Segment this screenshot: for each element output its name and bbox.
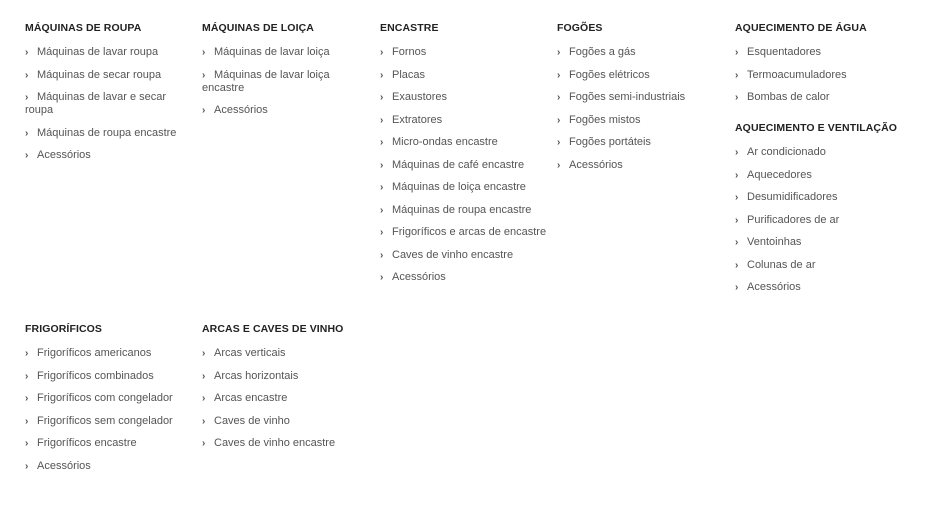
menu-item[interactable] [735, 169, 915, 182]
chevron-right-icon: › [25, 348, 29, 359]
chevron-right-icon: › [380, 92, 384, 103]
chevron-right-icon: › [735, 237, 739, 248]
menu-link[interactable]: Máquinas de lavar loiça encastre [202, 68, 330, 94]
menu-link[interactable]: Máquinas de roupa encastre [37, 126, 177, 139]
menu-item[interactable] [380, 114, 550, 127]
menu-item[interactable] [735, 281, 915, 294]
chevron-right-icon: › [202, 370, 206, 382]
menu-item[interactable] [735, 91, 915, 104]
menu-list [202, 46, 372, 117]
chevron-right-icon: › [202, 105, 206, 116]
menu-item[interactable] [380, 46, 550, 59]
menu-link[interactable]: Fogões elétricos [569, 68, 650, 81]
menu-link[interactable]: Ventoinhas [747, 236, 802, 248]
chevron-right-icon: › [380, 69, 384, 81]
menu-link[interactable]: Fogões a gás [569, 46, 636, 58]
menu-item[interactable] [25, 91, 195, 117]
menu-item[interactable] [735, 259, 915, 272]
chevron-right-icon: › [202, 393, 206, 404]
menu-list [380, 46, 550, 284]
chevron-right-icon: › [380, 47, 384, 58]
menu-column-aquecimento [735, 22, 915, 304]
menu-link[interactable]: Placas [392, 68, 426, 81]
menu-list [557, 46, 727, 172]
menu-link[interactable]: Micro-ondas encastre [392, 136, 498, 148]
menu-list [25, 46, 195, 162]
menu-item[interactable] [25, 347, 195, 360]
menu-item[interactable] [25, 127, 195, 140]
chevron-right-icon: › [380, 204, 384, 216]
menu-link[interactable]: Máquinas de café encastre [392, 158, 525, 171]
menu-column-fogoes [557, 22, 727, 181]
menu-heading[interactable]: FOGÕES [557, 22, 603, 34]
menu-link[interactable]: Frigoríficos encastre [37, 437, 137, 449]
menu-item[interactable] [735, 69, 915, 82]
chevron-right-icon: › [735, 192, 739, 203]
menu-item[interactable] [735, 214, 915, 227]
menu-item[interactable] [735, 146, 915, 159]
menu-link[interactable]: Extratores [392, 113, 443, 126]
menu-link[interactable]: Colunas de ar [747, 258, 816, 271]
menu-link[interactable]: Máquinas de secar roupa [37, 68, 162, 81]
chevron-right-icon: › [202, 415, 206, 427]
menu-item[interactable] [380, 69, 550, 82]
menu-link[interactable]: Esquentadores [747, 46, 821, 58]
menu-heading[interactable]: ARCAS E CAVES DE VINHO [202, 323, 344, 335]
menu-item[interactable] [25, 460, 195, 473]
menu-link[interactable]: Purificadores de ar [747, 213, 840, 226]
menu-item[interactable] [25, 415, 195, 428]
menu-heading[interactable]: MÁQUINAS DE ROUPA [25, 22, 142, 34]
menu-item[interactable] [735, 236, 915, 249]
chevron-right-icon: › [25, 438, 29, 449]
menu-link[interactable]: Máquinas de lavar loiça [214, 46, 330, 58]
chevron-right-icon: › [735, 282, 739, 293]
menu-link[interactable]: Acessórios [37, 149, 91, 161]
chevron-right-icon: › [557, 114, 561, 126]
menu-item[interactable] [557, 159, 727, 172]
menu-item[interactable] [25, 149, 195, 162]
menu-item[interactable] [25, 437, 195, 450]
chevron-right-icon: › [557, 137, 561, 148]
chevron-right-icon: › [380, 272, 384, 283]
menu-link[interactable]: Frigoríficos sem congelador [37, 414, 173, 427]
menu-item[interactable] [380, 249, 550, 262]
menu-item[interactable] [202, 392, 372, 405]
menu-link[interactable]: Termoacumuladores [747, 68, 847, 81]
menu-link[interactable]: Arcas encastre [214, 392, 288, 404]
menu-item[interactable] [202, 104, 372, 117]
menu-item[interactable] [380, 91, 550, 104]
chevron-right-icon: › [735, 69, 739, 81]
menu-link[interactable]: Máquinas de loiça encastre [392, 181, 526, 193]
chevron-right-icon: › [380, 137, 384, 148]
menu-link[interactable]: Fogões mistos [569, 113, 641, 126]
menu-column-frigorificos [25, 323, 195, 482]
menu-link[interactable]: Acessórios [747, 281, 801, 293]
menu-item[interactable] [380, 136, 550, 149]
menu-link[interactable]: Caves de vinho encastre [214, 437, 336, 449]
chevron-right-icon: › [557, 69, 561, 81]
menu-link[interactable]: Máquinas de roupa encastre [392, 203, 532, 216]
chevron-right-icon: › [202, 69, 206, 81]
menu-link[interactable]: Caves de vinho encastre [392, 248, 514, 261]
chevron-right-icon: › [557, 92, 561, 103]
chevron-right-icon: › [25, 370, 29, 382]
menu-list [735, 146, 915, 294]
chevron-right-icon: › [25, 47, 29, 58]
menu-heading[interactable]: MÁQUINAS DE LOIÇA [202, 22, 314, 34]
menu-item[interactable] [557, 91, 727, 104]
menu-link[interactable]: Arcas horizontais [214, 369, 299, 382]
menu-item[interactable] [380, 159, 550, 172]
chevron-right-icon: › [25, 127, 29, 139]
chevron-right-icon: › [25, 150, 29, 161]
menu-heading[interactable]: AQUECIMENTO E VENTILAÇÃO [735, 122, 898, 134]
menu-heading[interactable]: FRIGORÍFICOS [25, 323, 103, 335]
menu-link[interactable]: Bombas de calor [747, 91, 830, 103]
menu-item[interactable] [735, 46, 915, 59]
chevron-right-icon: › [380, 114, 384, 126]
menu-link[interactable]: Aquecedores [747, 168, 812, 181]
menu-link[interactable]: Exaustores [392, 91, 448, 103]
menu-item[interactable] [557, 136, 727, 149]
menu-item[interactable] [202, 415, 372, 428]
menu-item[interactable] [735, 191, 915, 204]
menu-item[interactable] [557, 46, 727, 59]
menu-item[interactable] [25, 69, 195, 82]
menu-link[interactable]: Fogões semi-industriais [569, 91, 686, 103]
menu-item[interactable] [202, 69, 372, 95]
menu-link[interactable]: Frigoríficos e arcas de encastre [392, 226, 547, 238]
chevron-right-icon: › [380, 182, 384, 193]
menu-link[interactable]: Acessórios [37, 459, 91, 472]
menu-item[interactable] [380, 271, 550, 284]
chevron-right-icon: › [735, 259, 739, 271]
menu-link[interactable]: Arcas verticais [214, 347, 286, 359]
menu-list [25, 347, 195, 473]
chevron-right-icon: › [380, 227, 384, 238]
menu-item[interactable] [380, 226, 550, 239]
menu-column-maquinas-de-roupa [25, 22, 195, 172]
chevron-right-icon: › [202, 348, 206, 359]
chevron-right-icon: › [735, 147, 739, 158]
chevron-right-icon: › [735, 47, 739, 58]
menu-link[interactable]: Ar condicionado [747, 146, 826, 158]
menu-column-maquinas-de-loica [202, 22, 372, 127]
menu-item[interactable] [202, 437, 372, 450]
chevron-right-icon: › [735, 92, 739, 103]
menu-item[interactable] [25, 46, 195, 59]
chevron-right-icon: › [557, 47, 561, 58]
menu-link[interactable]: Máquinas de lavar e secar roupa [25, 91, 167, 116]
menu-column-arcas-e-caves [202, 323, 372, 460]
menu-column-encastre [380, 22, 550, 294]
menu-link[interactable]: Fornos [392, 46, 427, 58]
menu-link[interactable]: Acessórios [392, 271, 446, 283]
menu-link[interactable]: Acessórios [569, 158, 623, 171]
menu-heading[interactable]: ENCASTRE [380, 22, 439, 34]
menu-list [202, 347, 372, 450]
menu-item[interactable] [202, 370, 372, 383]
chevron-right-icon: › [25, 393, 29, 404]
menu-list [735, 46, 915, 104]
menu-item[interactable] [25, 392, 195, 405]
chevron-right-icon: › [25, 92, 29, 103]
chevron-right-icon: › [735, 214, 739, 226]
menu-item[interactable] [557, 69, 727, 82]
chevron-right-icon: › [25, 69, 29, 81]
menu-link[interactable]: Máquinas de lavar roupa [37, 46, 159, 58]
chevron-right-icon: › [202, 438, 206, 449]
menu-link[interactable]: Caves de vinho [214, 414, 290, 427]
menu-item[interactable] [202, 46, 372, 59]
menu-link[interactable]: Desumidificadores [747, 191, 838, 203]
chevron-right-icon: › [25, 460, 29, 472]
menu-item[interactable] [380, 204, 550, 217]
menu-link[interactable]: Frigoríficos combinados [37, 369, 154, 382]
chevron-right-icon: › [25, 415, 29, 427]
menu-heading[interactable]: AQUECIMENTO DE ÁGUA [735, 22, 867, 34]
chevron-right-icon: › [380, 249, 384, 261]
chevron-right-icon: › [557, 159, 561, 171]
menu-link[interactable]: Frigoríficos com congelador [37, 392, 173, 404]
menu-link[interactable]: Fogões portáteis [569, 136, 651, 148]
menu-item[interactable] [202, 347, 372, 360]
chevron-right-icon: › [202, 47, 206, 58]
menu-item[interactable] [557, 114, 727, 127]
menu-link[interactable]: Acessórios [214, 104, 268, 116]
menu-item[interactable] [380, 181, 550, 194]
chevron-right-icon: › [735, 169, 739, 181]
chevron-right-icon: › [380, 159, 384, 171]
menu-link[interactable]: Frigoríficos americanos [37, 347, 152, 359]
menu-item[interactable] [25, 370, 195, 383]
